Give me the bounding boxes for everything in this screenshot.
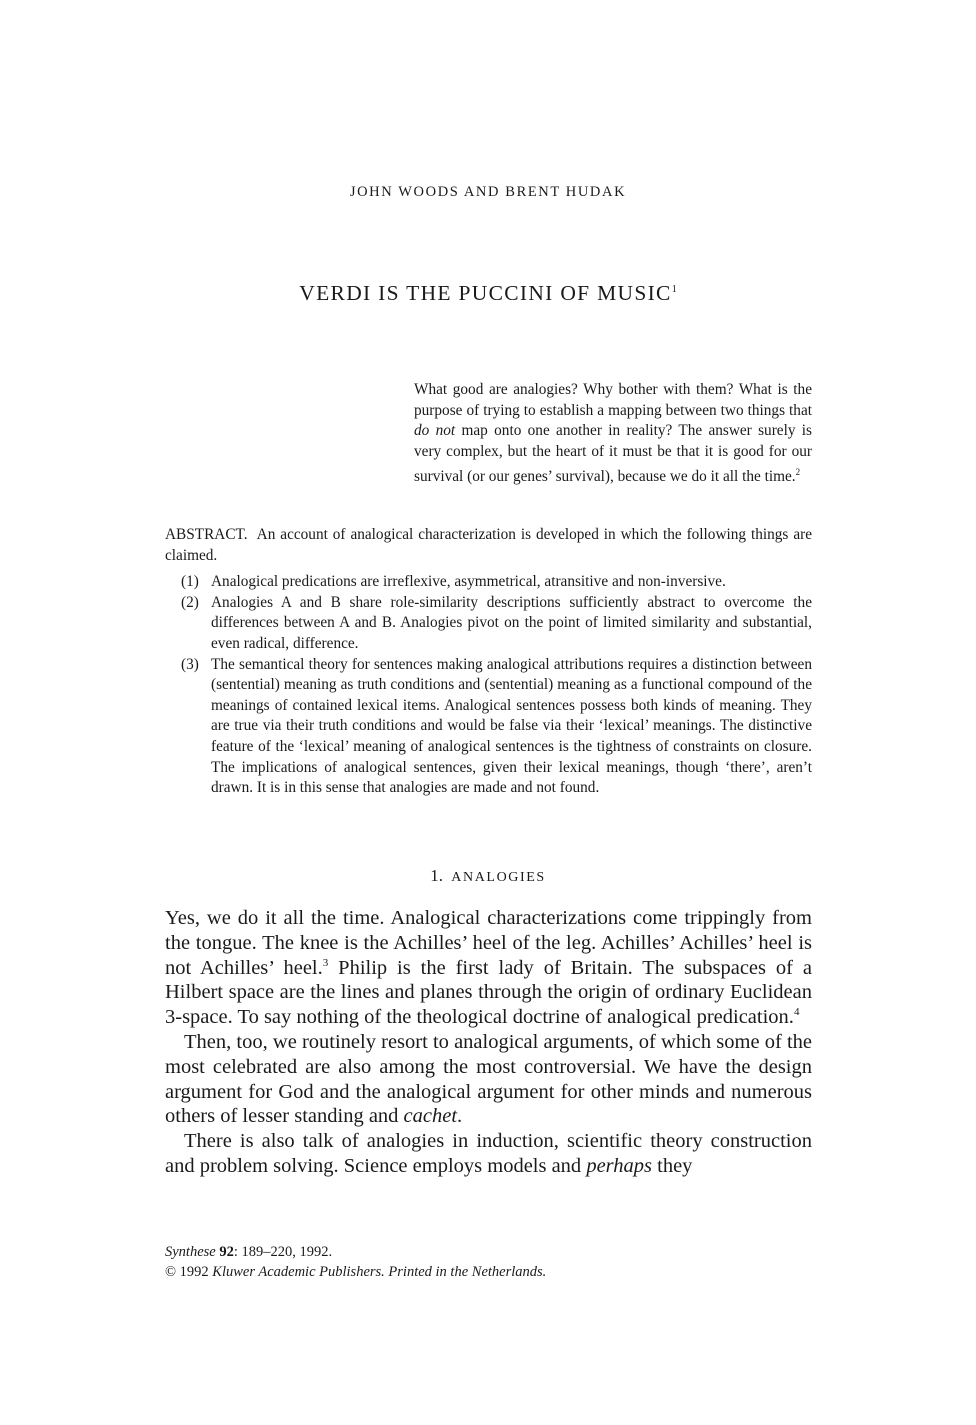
copyright-symbol: ©	[165, 1264, 177, 1280]
paragraph-text: they	[652, 1154, 693, 1177]
section-title: ANALOGIES	[451, 870, 546, 885]
abstract-label: ABSTRACT.	[165, 526, 248, 543]
claim-number: (2)	[181, 593, 199, 611]
article-title	[0, 281, 976, 306]
paragraph-emphasis: cachet	[403, 1105, 458, 1128]
claim-item	[165, 572, 812, 593]
citation-footer	[165, 1242, 546, 1282]
section-number: 1.	[430, 866, 443, 885]
abstract-intro-text: An account of analogical characterization is developed in which the following things are claimed.	[165, 526, 813, 564]
epigraph-text-1: What good are analogies? Why bother with them? What is the purpose of trying to establish a mapping between two things that	[414, 381, 812, 419]
section-heading	[0, 866, 976, 886]
paragraph-text: .	[457, 1105, 463, 1128]
claim-text: The semantical theory for sentences making analogical attributions requires a distinction between (sentential) meaning as truth conditions and (sentential) meaning as a functional compound of the meanings of contained lexical items. Analogical sentences possess both kinds of meaning. They are true via their truth conditions and would be false via their ‘lexical’ meanings. The distinctive feature of the ‘lexical’ meaning of analogical sentences is the tightness of constraints on closure. The implications of analogical sentences, given their lexical meanings, though ‘there’, aren’t drawn. It is in this sense that analogies are made and not found.	[211, 655, 812, 797]
abstract	[165, 525, 812, 799]
paragraph-text: Philip is the first lady of Britain. The subspaces of a Hilbert space are the lines and planes through the origin of ordinary Euclidean 3-space. To say nothing of the theological doctrine of analogical predication.	[165, 956, 812, 1029]
title-footnote-marker: 1	[671, 283, 677, 295]
paragraph-text: Then, too, we routinely resort to analogical arguments, of which some of the most celebrated are also among the most controversial. We have the design argument for God and the analogical argument for other minds and numerous others of lesser standing and	[165, 1030, 812, 1128]
epigraph-footnote-marker: 2	[795, 467, 801, 478]
paragraph-text: There is also talk of analogies in induction, scientific theory construction and problem solving. Science employs models and	[165, 1130, 812, 1177]
claims-list	[165, 572, 812, 799]
paragraph-emphasis: perhaps	[586, 1154, 652, 1177]
claim-item	[165, 655, 812, 799]
citation-line	[165, 1242, 546, 1262]
copyright-year: 1992	[179, 1264, 209, 1280]
epigraph-emphasis: do not	[414, 422, 456, 440]
footnote-marker: 3	[322, 956, 329, 969]
paragraph	[165, 906, 812, 1030]
abstract-intro	[165, 525, 812, 566]
footnote-marker: 4	[793, 1006, 800, 1019]
journal-pages: : 189–220, 1992.	[233, 1244, 333, 1260]
authors: JOHN WOODS AND BRENT HUDAK	[349, 184, 627, 200]
copyright-line	[165, 1262, 546, 1282]
journal-volume: 92	[219, 1244, 234, 1260]
title-text: VERDI IS THE PUCCINI OF MUSIC	[299, 281, 672, 305]
body-text	[165, 906, 812, 1179]
paragraph	[165, 1030, 812, 1129]
paragraph	[165, 1129, 812, 1179]
epigraph-text-2: map onto one another in reality? The answer surely is very complex, but the heart of it must be that it is good for our survival (or our genes’ survival), because we do it all the time.	[414, 422, 813, 486]
epigraph	[414, 380, 812, 488]
claim-text: Analogical predications are irreflexive, asymmetrical, atransitive and non-inversive.	[211, 573, 726, 591]
publisher: Kluwer Academic Publishers. Printed in the Netherlands.	[212, 1264, 547, 1280]
paragraph-text: Yes, we do it all the time. Analogical characterizations come trippingly from the tongue. The knee is the Achilles’ heel of the leg. Achilles’ Achilles’ heel is not Achilles’ heel.	[165, 907, 812, 979]
claim-number: (3)	[181, 655, 199, 673]
journal-name: Synthese	[165, 1244, 216, 1260]
claim-text: Analogies A and B share role-similarity descriptions sufficiently abstract to overcome the differences between A and B. Analogies pivot on the point of limited similarity and substantial, even radical, difference.	[211, 593, 812, 652]
claim-item	[165, 593, 812, 655]
claim-number: (1)	[181, 573, 199, 591]
